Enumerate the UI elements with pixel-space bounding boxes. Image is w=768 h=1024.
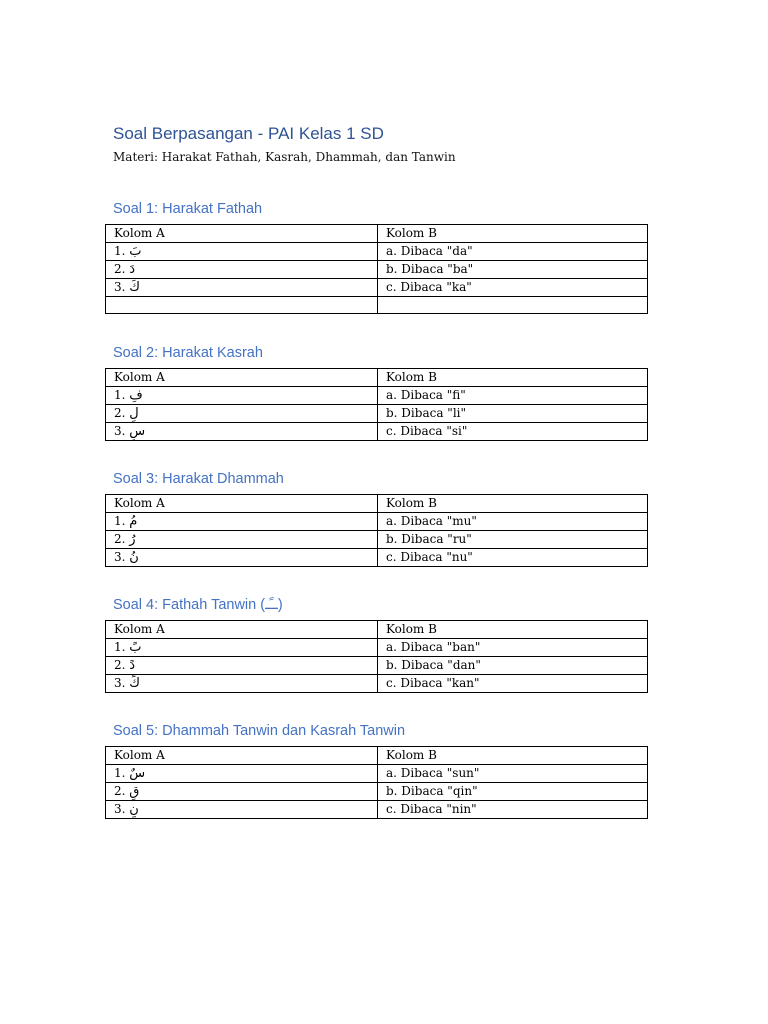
item-number: 3. [114,801,126,816]
header-kolom-b: Kolom B [378,747,648,765]
section-heading-1: Soal 1: Harakat Fathah [113,201,263,217]
arabic-letter: دَ [129,261,136,277]
table-row [106,674,648,692]
header-kolom-b: Kolom B [378,621,648,639]
kolom-a-cell [106,656,378,674]
arabic-letter: دً [129,657,136,673]
header-kolom-a: Kolom A [106,495,378,513]
kolom-a-cell [106,530,378,548]
item-number: 2. [114,531,126,546]
table-row [106,386,648,404]
table-header-row [106,621,648,639]
header-kolom-b: Kolom B [378,495,648,513]
arabic-letter: بً [129,639,142,655]
item-number: 1. [114,387,126,402]
kolom-a-cell [106,800,378,818]
section-heading-3: Soal 3: Harakat Dhammah [113,471,284,487]
item-number: 3. [114,675,126,690]
item-number: 1. [114,639,126,654]
table-row [106,404,648,422]
header-kolom-a: Kolom A [106,621,378,639]
kolom-b-cell: a. Dibaca "sun" [378,764,648,782]
table-row [106,764,648,782]
kolom-a-cell [106,278,378,296]
arabic-letter: سِ [129,423,146,439]
header-kolom-a: Kolom A [106,747,378,765]
kolom-a-cell [106,422,378,440]
item-number: 2. [114,261,126,276]
matching-table-1 [105,224,648,314]
kolom-a-cell [106,260,378,278]
kolom-b-cell: a. Dibaca "fi" [378,386,648,404]
matching-table-2 [105,368,648,441]
kolom-b-cell: a. Dibaca "mu" [378,512,648,530]
kolom-a-cell [106,548,378,566]
kolom-a-cell [106,674,378,692]
header-kolom-a: Kolom A [106,225,378,243]
kolom-b-cell: c. Dibaca "ka" [378,278,648,296]
arabic-letter: كً [129,675,140,691]
table-row [106,422,648,440]
kolom-b-cell: c. Dibaca "si" [378,422,648,440]
kolom-a-cell [106,296,378,314]
kolom-a-cell [106,512,378,530]
table-row [106,548,648,566]
table-row [106,782,648,800]
kolom-b-cell: a. Dibaca "ban" [378,638,648,656]
matching-table-4 [105,620,648,693]
arabic-letter: قٍ [129,783,140,799]
table-row [106,530,648,548]
page-title: Soal Berpasangan - PAI Kelas 1 SD [113,124,384,143]
section-heading-4: Soal 4: Fathah Tanwin (ــًـ) [113,597,283,613]
table-row [106,800,648,818]
arabic-letter: مُ [129,513,138,529]
arabic-letter: نٍ [129,801,139,817]
arabic-letter: بَ [129,243,142,259]
kolom-b-cell: b. Dibaca "dan" [378,656,648,674]
kolom-b-cell: b. Dibaca "ba" [378,260,648,278]
kolom-b-cell [378,296,648,314]
kolom-b-cell: b. Dibaca "qin" [378,782,648,800]
table-row [106,638,648,656]
table-row [106,260,648,278]
table-row-empty [106,296,648,314]
table-row [106,656,648,674]
arabic-letter: كَ [129,279,140,295]
arabic-letter: نُ [129,549,139,565]
header-kolom-a: Kolom A [106,369,378,387]
kolom-b-cell: a. Dibaca "da" [378,242,648,260]
item-number: 3. [114,549,126,564]
table-row [106,278,648,296]
kolom-a-cell [106,404,378,422]
arabic-letter: فِ [129,387,143,403]
table-header-row [106,495,648,513]
item-number: 1. [114,243,126,258]
arabic-letter: لِ [129,405,139,421]
item-number: 3. [114,423,126,438]
kolom-a-cell [106,764,378,782]
arabic-letter: رُ [129,531,136,547]
table-row [106,242,648,260]
table-header-row [106,369,648,387]
table-header-row [106,747,648,765]
kolom-b-cell: b. Dibaca "li" [378,404,648,422]
kolom-a-cell [106,386,378,404]
item-number: 1. [114,765,126,780]
section-heading-2: Soal 2: Harakat Kasrah [113,345,263,361]
arabic-letter: سٌ [129,765,146,781]
table-row [106,512,648,530]
page-subtitle: Materi: Harakat Fathah, Kasrah, Dhammah, dan Tanwin [113,150,456,164]
section-heading-5: Soal 5: Dhammah Tanwin dan Kasrah Tanwin [113,723,406,739]
kolom-b-cell: c. Dibaca "nu" [378,548,648,566]
kolom-a-cell [106,782,378,800]
item-number: 3. [114,279,126,294]
header-kolom-b: Kolom B [378,369,648,387]
kolom-b-cell: b. Dibaca "ru" [378,530,648,548]
kolom-a-cell [106,638,378,656]
item-number: 1. [114,513,126,528]
item-number: 2. [114,783,126,798]
table-header-row [106,225,648,243]
kolom-b-cell: c. Dibaca "nin" [378,800,648,818]
kolom-a-cell [106,242,378,260]
matching-table-3 [105,494,648,567]
matching-table-5 [105,746,648,819]
kolom-b-cell: c. Dibaca "kan" [378,674,648,692]
header-kolom-b: Kolom B [378,225,648,243]
item-number: 2. [114,657,126,672]
item-number: 2. [114,405,126,420]
